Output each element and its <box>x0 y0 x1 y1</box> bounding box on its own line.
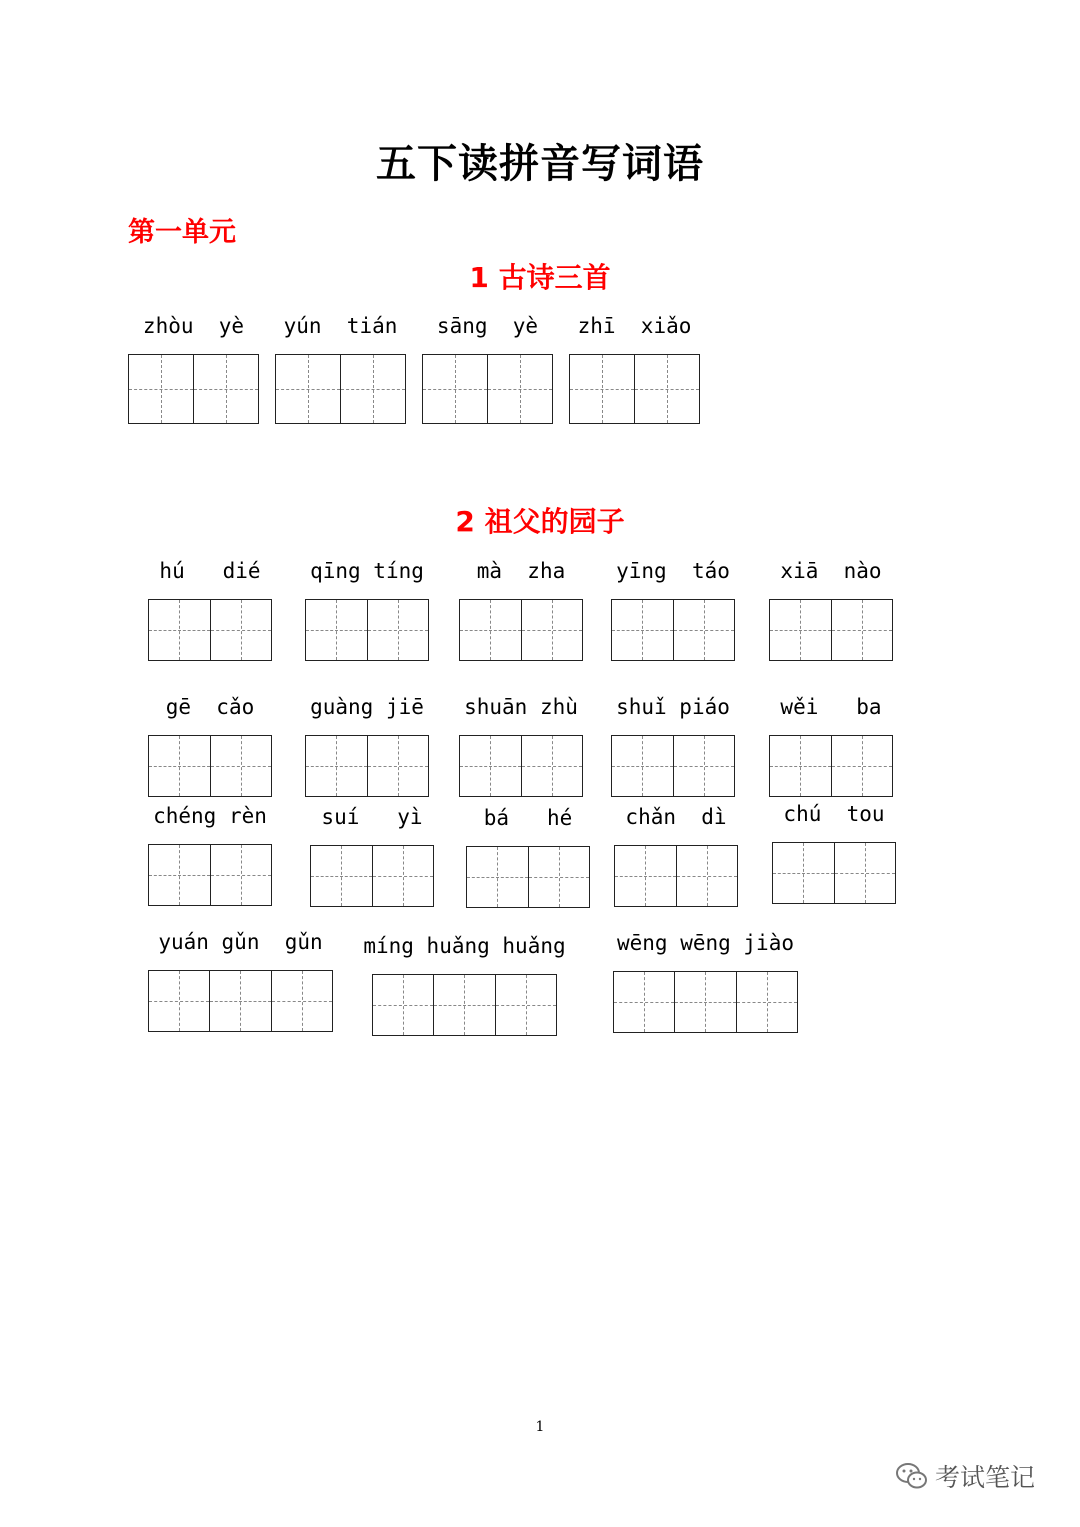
tianzige-grid[interactable] <box>148 844 272 906</box>
word-item <box>310 805 434 907</box>
character-cell[interactable] <box>612 600 674 660</box>
unit-heading: 第一单元 <box>128 217 236 248</box>
character-cell[interactable] <box>737 972 797 1032</box>
character-cell[interactable] <box>434 975 495 1035</box>
character-cell[interactable] <box>677 846 738 906</box>
word-item <box>148 930 333 1032</box>
tianzige-grid[interactable] <box>459 599 583 661</box>
tianzige-grid[interactable] <box>769 599 893 661</box>
word-item <box>148 695 272 797</box>
word-item <box>769 559 893 661</box>
tianzige-grid[interactable] <box>569 354 700 424</box>
word-item <box>459 559 583 661</box>
tianzige-grid[interactable] <box>148 599 272 661</box>
pinyin-label: zhòu yè <box>142 314 245 338</box>
word-item <box>363 934 566 1036</box>
tianzige-grid[interactable] <box>466 846 590 908</box>
tianzige-grid[interactable] <box>305 735 429 797</box>
character-cell[interactable] <box>467 847 529 907</box>
page-number: 1 <box>535 1419 545 1435</box>
pinyin-label: guàng jiē <box>310 695 424 719</box>
pinyin-label: shuǐ piáo <box>616 695 730 719</box>
word-item <box>422 314 553 424</box>
character-cell[interactable] <box>149 971 210 1031</box>
word-item <box>614 805 738 907</box>
tianzige-grid[interactable] <box>614 845 738 907</box>
tianzige-grid[interactable] <box>372 974 557 1036</box>
character-cell[interactable] <box>612 736 674 796</box>
character-cell[interactable] <box>211 736 272 796</box>
character-cell[interactable] <box>311 846 373 906</box>
page-title: 五下读拼音写词语 <box>376 141 704 187</box>
character-cell[interactable] <box>276 355 341 423</box>
word-item <box>459 695 583 797</box>
tianzige-grid[interactable] <box>275 354 406 424</box>
wechat-icon <box>895 1461 929 1491</box>
pinyin-label: wěi ba <box>780 695 882 719</box>
pinyin-label: sāng yè <box>436 314 539 338</box>
word-item <box>305 559 429 661</box>
word-item <box>148 559 272 661</box>
watermark-text: 考试笔记 <box>935 1463 1036 1492</box>
character-cell[interactable] <box>306 600 368 660</box>
tianzige-grid[interactable] <box>611 599 735 661</box>
pinyin-label: chéng rèn <box>153 804 267 828</box>
word-item <box>772 802 896 904</box>
pinyin-label: bá hé <box>483 806 573 830</box>
character-cell[interactable] <box>210 971 271 1031</box>
character-cell[interactable] <box>635 355 699 423</box>
character-cell[interactable] <box>522 600 583 660</box>
tianzige-grid[interactable] <box>310 845 434 907</box>
pinyin-label: chú tou <box>783 802 885 826</box>
character-cell[interactable] <box>675 972 736 1032</box>
tianzige-grid[interactable] <box>611 735 735 797</box>
tianzige-grid[interactable] <box>459 735 583 797</box>
word-item <box>275 314 406 424</box>
pinyin-label: míng huǎng huǎng <box>363 934 566 958</box>
character-cell[interactable] <box>149 736 211 796</box>
character-cell[interactable] <box>614 972 675 1032</box>
character-cell[interactable] <box>368 600 429 660</box>
pinyin-label: gē cǎo <box>165 695 255 719</box>
tianzige-grid[interactable] <box>769 735 893 797</box>
word-item <box>569 314 700 424</box>
pinyin-label: mà zha <box>476 559 566 583</box>
character-cell[interactable] <box>341 355 405 423</box>
character-cell[interactable] <box>129 355 194 423</box>
character-cell[interactable] <box>570 355 635 423</box>
character-cell[interactable] <box>211 600 272 660</box>
character-cell[interactable] <box>423 355 488 423</box>
character-cell[interactable] <box>306 736 368 796</box>
pinyin-label: zhī xiǎo <box>577 314 692 338</box>
word-item <box>613 931 798 1033</box>
character-cell[interactable] <box>615 846 677 906</box>
lesson-2-title: 2 祖父的园子 <box>455 505 625 538</box>
character-cell[interactable] <box>832 736 893 796</box>
character-cell[interactable] <box>529 847 590 907</box>
tianzige-grid[interactable] <box>772 842 896 904</box>
character-cell[interactable] <box>272 971 332 1031</box>
pinyin-label: xiā nào <box>780 559 882 583</box>
pinyin-label: suí yì <box>321 805 423 829</box>
pinyin-label: wēng wēng jiào <box>616 931 794 955</box>
character-cell[interactable] <box>773 843 835 903</box>
tianzige-grid[interactable] <box>613 971 798 1033</box>
character-cell[interactable] <box>460 600 522 660</box>
word-item <box>769 695 893 797</box>
character-cell[interactable] <box>368 736 429 796</box>
tianzige-grid[interactable] <box>422 354 553 424</box>
lesson-1-title: 1 古诗三首 <box>469 261 611 294</box>
character-cell[interactable] <box>211 845 272 905</box>
word-item <box>148 804 272 906</box>
pinyin-label: qīng tíng <box>310 559 424 583</box>
character-cell[interactable] <box>194 355 258 423</box>
word-item <box>305 695 429 797</box>
pinyin-label: chǎn dì <box>625 805 727 829</box>
character-cell[interactable] <box>835 843 896 903</box>
character-cell[interactable] <box>832 600 893 660</box>
pinyin-label: shuān zhù <box>464 695 578 719</box>
character-cell[interactable] <box>522 736 583 796</box>
character-cell[interactable] <box>460 736 522 796</box>
word-item <box>128 314 259 424</box>
word-item <box>611 559 735 661</box>
character-cell[interactable] <box>674 736 735 796</box>
character-cell[interactable] <box>770 600 832 660</box>
word-item <box>611 695 735 797</box>
character-cell[interactable] <box>373 975 434 1035</box>
pinyin-label: hú dié <box>159 559 261 583</box>
character-cell[interactable] <box>373 846 434 906</box>
character-cell[interactable] <box>149 600 211 660</box>
tianzige-grid[interactable] <box>148 735 272 797</box>
tianzige-grid[interactable] <box>305 599 429 661</box>
character-cell[interactable] <box>149 845 211 905</box>
character-cell[interactable] <box>674 600 735 660</box>
character-cell[interactable] <box>770 736 832 796</box>
pinyin-label: yún tián <box>283 314 398 338</box>
character-cell[interactable] <box>496 975 556 1035</box>
tianzige-grid[interactable] <box>128 354 259 424</box>
character-cell[interactable] <box>488 355 552 423</box>
tianzige-grid[interactable] <box>148 970 333 1032</box>
watermark <box>895 1458 1035 1494</box>
word-item <box>466 806 590 908</box>
pinyin-label: yuán gǔn gǔn <box>158 930 323 954</box>
pinyin-label: yīng táo <box>616 559 730 583</box>
